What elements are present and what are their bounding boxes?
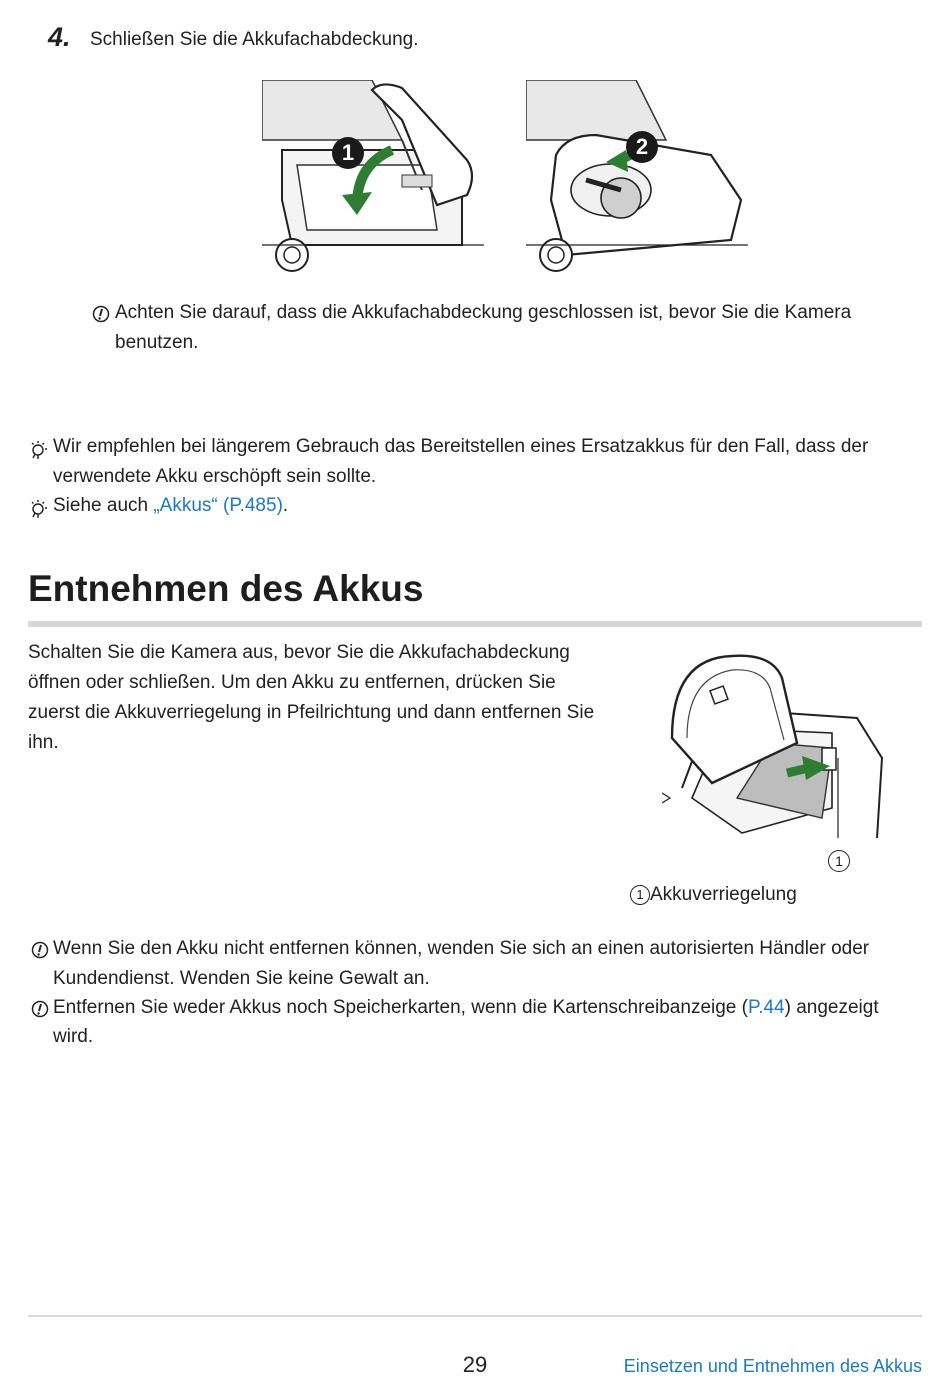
section-rule <box>28 621 922 627</box>
body-line: ihn. <box>28 732 59 753</box>
hint-text-1: Wir empfehlen bei längerem Gebrauch das Bereitstellen eines Ersatzakkus für den Fall, dass der <box>53 436 869 457</box>
step-text: Schließen Sie die Akkufachabdeckung. <box>90 29 419 50</box>
hint-text-1-cont: verwendete Akku erschöpft sein sollte. <box>53 466 377 487</box>
step-badge-1: 1 <box>332 137 364 169</box>
caution-text-cont: benutzen. <box>115 332 199 353</box>
caution-text-2: Wenn Sie den Akku nicht entfernen können, wenden Sie sich an einen autorisierten Händler oder <box>53 938 870 959</box>
step-number: 4. <box>48 22 71 52</box>
illustration-lock-cover <box>526 80 748 277</box>
hint-text-2-suffix: . <box>282 495 289 516</box>
illustration-close-cover <box>262 80 484 277</box>
hint-icon <box>29 497 51 519</box>
section-body <box>28 638 628 758</box>
hint-text-2-prefix: Siehe auch <box>53 495 154 516</box>
illustration-battery-lock <box>662 648 887 838</box>
legend-number: 1 <box>630 885 650 905</box>
link-akkus[interactable]: „Akkus“ (P.485) <box>153 495 283 516</box>
caution-text-3-prefix: Entfernen Sie weder Akkus noch Speicherkarten, wenn die Kartenschreibanzeige ( <box>53 997 748 1018</box>
caution-text-2-cont: Kundendienst. Wenden Sie keine Gewalt an. <box>53 968 430 989</box>
link-p44[interactable]: P.44 <box>747 997 785 1018</box>
hint-text-2 <box>53 491 288 521</box>
body-line: Schalten Sie die Kamera aus, bevor Sie die Akkufachabdeckung <box>28 642 570 663</box>
caution-icon <box>31 1000 49 1018</box>
footer-rule <box>28 1315 922 1317</box>
caution-icon <box>31 941 49 959</box>
caution-text-3 <box>53 993 879 1023</box>
caution-text-3-suffix: ) angezeigt <box>784 997 879 1018</box>
step-badge-2: 2 <box>626 131 658 163</box>
legend <box>630 880 797 910</box>
caution-text: Achten Sie darauf, dass die Akkufachabdeckung geschlossen ist, bevor Sie die Kamera <box>115 302 852 323</box>
caution-text-3-cont: wird. <box>53 1026 94 1047</box>
callout-number: 1 <box>828 850 850 872</box>
footer-chapter-link[interactable]: Einsetzen und Entnehmen des Akkus <box>623 1356 922 1376</box>
caution-icon <box>92 305 110 323</box>
section-heading: Entnehmen des Akkus <box>28 568 424 609</box>
body-line: öffnen oder schließen. Um den Akku zu entfernen, drücken Sie <box>28 672 556 693</box>
page-number: 29 <box>462 1352 488 1377</box>
legend-label: Akkuverriegelung <box>650 884 797 905</box>
hint-icon <box>29 438 51 460</box>
body-line: zuerst die Akkuverriegelung in Pfeilrichtung und dann entfernen Sie <box>28 702 595 723</box>
